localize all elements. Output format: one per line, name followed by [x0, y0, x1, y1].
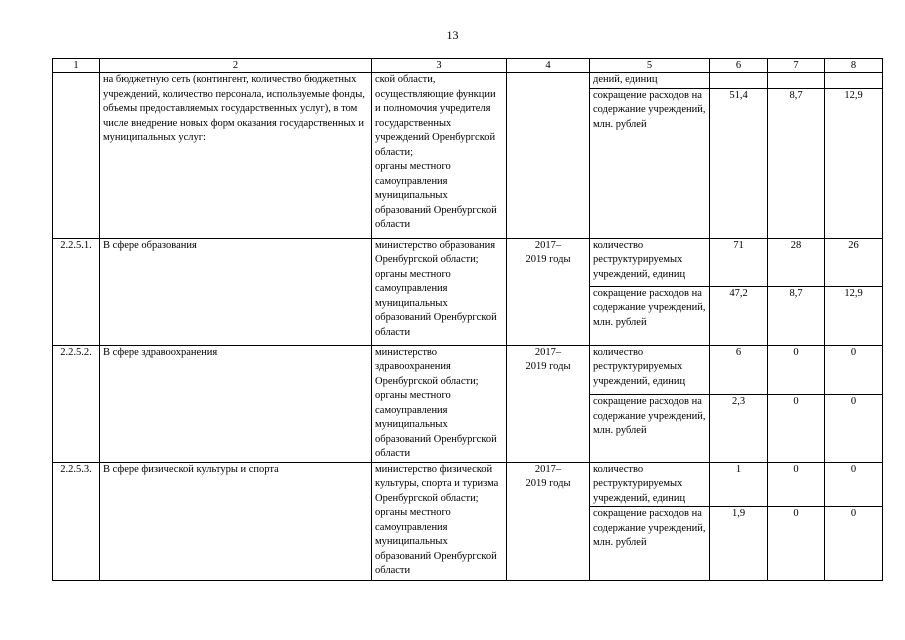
value-col-6: 2,3 — [710, 395, 768, 462]
executors: ской области, осуществляющие функции и полномочия учредителя государственных учреждений Оренбургской области; органы местного самоуправления муниципальных образований Оренбургской области — [372, 73, 507, 239]
indicator-name: количество реструктурируемых учреждений, единиц — [590, 462, 710, 507]
column-header: 4 — [507, 59, 590, 73]
value-col-8 — [825, 73, 883, 89]
row-number: 2.2.5.1. — [53, 238, 100, 345]
value-col-8: 0 — [825, 345, 883, 395]
row-number: 2.2.5.3. — [53, 462, 100, 581]
row-number — [53, 73, 100, 239]
period: 2017– 2019 годы — [507, 238, 590, 345]
value-col-6: 6 — [710, 345, 768, 395]
period: 2017– 2019 годы — [507, 345, 590, 462]
value-col-8: 26 — [825, 238, 883, 286]
executors: министерство физической культуры, спорта и туризма Оренбургской области; органы местного самоуправления муниципальных образований Оренбургской области — [372, 462, 507, 581]
column-header: 1 — [53, 59, 100, 73]
value-col-6: 47,2 — [710, 286, 768, 345]
indicator-name: дений, единиц — [590, 73, 710, 89]
indicator-name: сокращение расходов на содержание учреждений, млн. рублей — [590, 507, 710, 581]
value-col-6: 1,9 — [710, 507, 768, 581]
column-header: 7 — [768, 59, 825, 73]
value-col-8: 12,9 — [825, 88, 883, 238]
table-row — [53, 345, 883, 395]
value-col-6: 51,4 — [710, 88, 768, 238]
value-col-7: 8,7 — [768, 88, 825, 238]
value-col-6: 71 — [710, 238, 768, 286]
page-number: 13 — [446, 28, 459, 42]
column-header: 5 — [590, 59, 710, 73]
table-header-row — [53, 59, 883, 73]
table-row — [53, 238, 883, 286]
indicator-name: сокращение расходов на содержание учреждений, млн. рублей — [590, 88, 710, 238]
period: 2017– 2019 годы — [507, 462, 590, 581]
value-col-6: 1 — [710, 462, 768, 507]
column-header: 3 — [372, 59, 507, 73]
value-col-8: 0 — [825, 462, 883, 507]
table-row — [53, 462, 883, 507]
indicator-name: сокращение расходов на содержание учреждений, млн. рублей — [590, 286, 710, 345]
indicator-name: количество реструктурируемых учреждений, единиц — [590, 238, 710, 286]
value-col-8: 0 — [825, 395, 883, 462]
value-col-7: 8,7 — [768, 286, 825, 345]
value-col-7: 0 — [768, 345, 825, 395]
column-header: 8 — [825, 59, 883, 73]
indicator-name: количество реструктурируемых учреждений, единиц — [590, 345, 710, 395]
period — [507, 73, 590, 239]
value-col-8: 12,9 — [825, 286, 883, 345]
row-number: 2.2.5.2. — [53, 345, 100, 462]
executors: министерство образования Оренбургской области; органы местного самоуправления муниципальных образований Оренбургской области — [372, 238, 507, 345]
value-col-7: 0 — [768, 462, 825, 507]
column-header: 6 — [710, 59, 768, 73]
activity-name: В сфере образования — [100, 238, 372, 345]
column-header: 2 — [100, 59, 372, 73]
value-col-7: 28 — [768, 238, 825, 286]
executors: министерство здравоохранения Оренбургской области; органы местного самоуправления муниципальных образований Оренбургской области — [372, 345, 507, 462]
activity-name: В сфере физической культуры и спорта — [100, 462, 372, 581]
activities-table — [52, 58, 883, 581]
value-col-7: 0 — [768, 395, 825, 462]
value-col-8: 0 — [825, 507, 883, 581]
value-col-6 — [710, 73, 768, 89]
value-col-7 — [768, 73, 825, 89]
value-col-7: 0 — [768, 507, 825, 581]
activity-name: В сфере здравоохранения — [100, 345, 372, 462]
table-row — [53, 73, 883, 89]
activity-name: на бюджетную сеть (контингент, количество бюджетных учреждений, количество персонала, используемые фонды, объемы предоставляемых государственных услуг), в том числе внедрение новых форм оказания государственных и муниципальных услуг: — [100, 73, 372, 239]
indicator-name: сокращение расходов на содержание учреждений, млн. рублей — [590, 395, 710, 462]
